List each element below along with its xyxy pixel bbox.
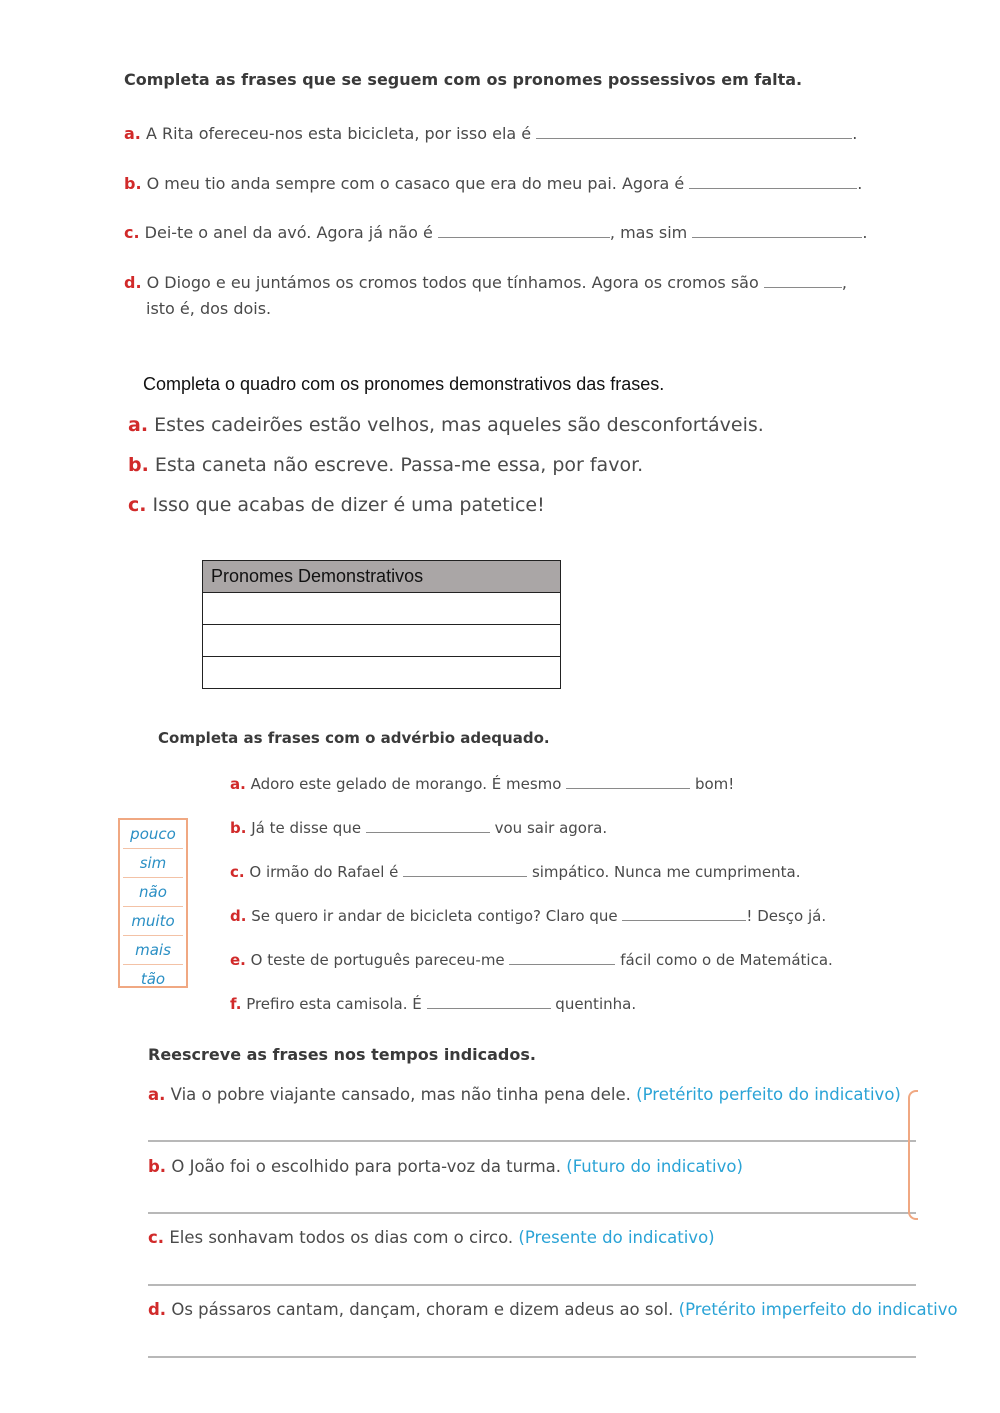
word-bank-item: mais xyxy=(123,936,183,965)
answer-blank[interactable] xyxy=(692,223,862,238)
answer-line[interactable] xyxy=(148,1356,916,1358)
item-letter: c. xyxy=(124,223,140,242)
item-text: , mas sim xyxy=(609,223,688,242)
item-text: Esta caneta não escreve. Passa-me essa, por favor. xyxy=(154,454,644,476)
adverb-item-f xyxy=(230,994,636,1013)
tense-item-a xyxy=(148,1085,901,1104)
item-letter: d. xyxy=(124,273,142,292)
word-bank-item: sim xyxy=(123,849,183,878)
item-text: Prefiro esta camisola. É xyxy=(246,995,422,1013)
answer-line[interactable] xyxy=(148,1284,916,1286)
item-text: Adoro este gelado de morango. É mesmo xyxy=(250,775,562,793)
tense-item-c xyxy=(148,1228,715,1247)
item-letter: b. xyxy=(128,454,149,476)
item-letter: a. xyxy=(148,1085,166,1104)
tense-label: (Futuro do indicativo) xyxy=(566,1157,743,1176)
word-bank-item: pouco xyxy=(123,820,183,849)
demonstrative-item-a xyxy=(128,414,764,436)
answer-blank[interactable] xyxy=(566,774,690,789)
answer-blank[interactable] xyxy=(438,223,610,238)
demonstrative-instruction: Completa o quadro com os pronomes demonstrativos das frases. xyxy=(143,374,665,394)
item-letter: a. xyxy=(128,414,149,436)
period: . xyxy=(852,124,858,143)
table-answer-cell[interactable] xyxy=(203,657,561,689)
answer-blank[interactable] xyxy=(403,862,527,877)
word-bank-item: não xyxy=(123,878,183,907)
adverb-item-c xyxy=(230,862,800,881)
tense-item-d xyxy=(148,1300,958,1319)
item-text: Dei-te o anel da avó. Agora já não é xyxy=(144,223,433,242)
item-letter: e. xyxy=(230,951,246,969)
item-letter: b. xyxy=(148,1157,167,1176)
possessive-item-b xyxy=(124,174,862,193)
item-letter: b. xyxy=(230,819,247,837)
item-letter: c. xyxy=(148,1228,165,1247)
demonstrative-item-c xyxy=(128,494,545,516)
adverb-item-d xyxy=(230,906,826,925)
answer-blank[interactable] xyxy=(689,174,857,189)
period: . xyxy=(862,223,868,242)
answer-blank[interactable] xyxy=(509,950,615,965)
adverbs-instruction: Completa as frases com o advérbio adequado. xyxy=(158,729,550,747)
word-bank-item: muito xyxy=(123,907,183,936)
adverb-item-a xyxy=(230,774,734,793)
item-letter: f. xyxy=(230,995,242,1013)
item-text: quentinha. xyxy=(555,995,637,1013)
item-text: vou sair agora. xyxy=(494,819,608,837)
tenses-instruction: Reescreve as frases nos tempos indicados. xyxy=(148,1045,536,1064)
demonstratives-table xyxy=(202,560,561,689)
margin-bracket xyxy=(908,1090,918,1220)
tense-item-b xyxy=(148,1157,743,1176)
item-letter: d. xyxy=(230,907,247,925)
item-text: Via o pobre viajante cansado, mas não tinha pena dele. xyxy=(170,1085,631,1104)
item-text: Os pássaros cantam, dançam, choram e dizem adeus ao sol. xyxy=(171,1300,674,1319)
item-text: Estes cadeirões estão velhos, mas aqueles são desconfortáveis. xyxy=(154,414,764,436)
table-answer-cell[interactable] xyxy=(203,625,561,657)
answer-blank[interactable] xyxy=(764,273,842,288)
item-text: bom! xyxy=(694,775,735,793)
answer-blank[interactable] xyxy=(366,818,490,833)
comma: , xyxy=(841,273,847,292)
item-text: Já te disse que xyxy=(251,819,362,837)
item-text: A Rita ofereceu-nos esta bicicleta, por isso ela é xyxy=(145,124,532,143)
answer-blank[interactable] xyxy=(622,906,746,921)
item-text: Eles sonhavam todos os dias com o circo. xyxy=(169,1228,514,1247)
table-answer-cell[interactable] xyxy=(203,593,561,625)
item-text: O Diogo e eu juntámos os cromos todos que tínhamos. Agora os cromos são xyxy=(146,273,759,292)
item-letter: a. xyxy=(124,124,141,143)
demonstrative-item-b xyxy=(128,454,643,476)
item-text: O irmão do Rafael é xyxy=(249,863,399,881)
table-header: Pronomes Demonstrativos xyxy=(203,561,561,593)
item-text: Isso que acabas de dizer é uma patetice! xyxy=(152,494,545,516)
possessive-item-d-line2: isto é, dos dois. xyxy=(146,299,272,318)
answer-line[interactable] xyxy=(148,1212,916,1214)
word-bank-item: tão xyxy=(140,970,166,988)
item-text: Se quero ir andar de bicicleta contigo? Claro que xyxy=(251,907,618,925)
item-text: O João foi o escolhido para porta-voz da turma. xyxy=(171,1157,562,1176)
item-letter: c. xyxy=(230,863,245,881)
word-bank xyxy=(118,818,188,988)
answer-line[interactable] xyxy=(148,1140,916,1142)
item-text: O meu tio anda sempre com o casaco que era do meu pai. Agora é xyxy=(146,174,685,193)
possessive-instruction: Completa as frases que se seguem com os pronomes possessivos em falta. xyxy=(124,70,803,89)
possessive-item-a xyxy=(124,124,857,143)
item-letter: b. xyxy=(124,174,142,193)
period: . xyxy=(857,174,863,193)
possessive-item-c xyxy=(124,223,867,242)
item-letter: a. xyxy=(230,775,246,793)
tense-label: (Pretérito perfeito do indicativo) xyxy=(636,1085,901,1104)
tense-label: (Presente do indicativo) xyxy=(518,1228,715,1247)
adverb-item-e xyxy=(230,950,833,969)
item-text: O teste de português pareceu-me xyxy=(250,951,505,969)
adverb-item-b xyxy=(230,818,607,837)
tense-label: (Pretérito imperfeito do indicativo xyxy=(678,1300,958,1319)
answer-blank[interactable] xyxy=(536,124,852,139)
item-text: ! Desço já. xyxy=(746,907,827,925)
answer-blank[interactable] xyxy=(427,994,551,1009)
item-letter: d. xyxy=(148,1300,167,1319)
item-text: simpático. Nunca me cumprimenta. xyxy=(531,863,801,881)
item-letter: c. xyxy=(128,494,147,516)
possessive-item-d xyxy=(124,273,847,292)
item-text: fácil como o de Matemática. xyxy=(620,951,833,969)
